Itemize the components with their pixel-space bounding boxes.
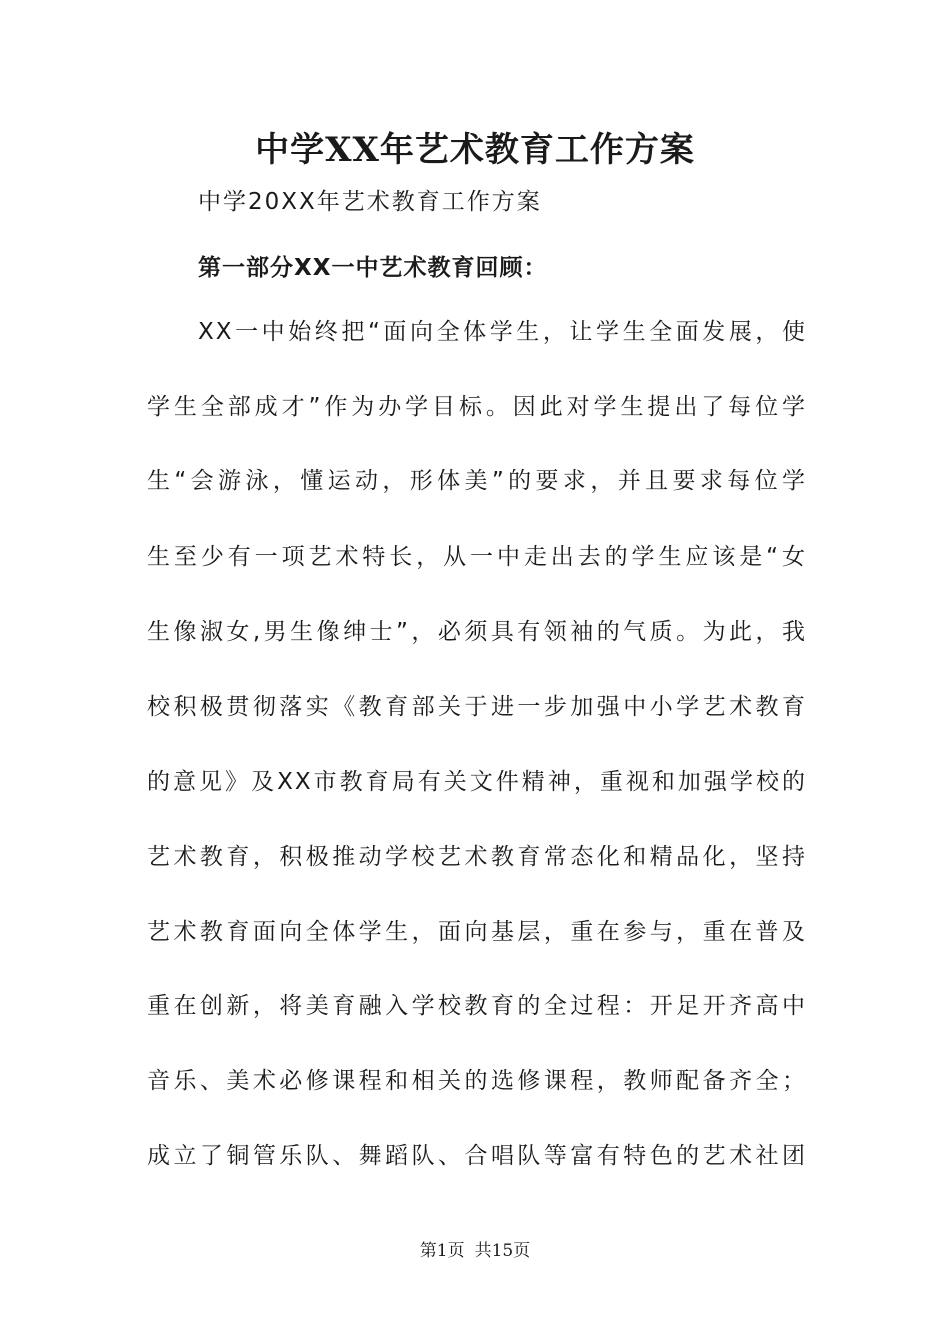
body-line: 艺术教育，积极推动学校艺术教育常态化和精品化，坚持 — [147, 844, 807, 870]
body-line: 重在创新，将美育融入学校教育的全过程：开足开齐高中 — [147, 993, 807, 1019]
body-line: XX一中始终把“面向全体学生，让学生全面发展，使 — [198, 319, 807, 345]
page-number: 第1页 — [419, 1241, 465, 1261]
body-line: 学生全部成才”作为办学目标。因此对学生提出了每位学 — [147, 394, 807, 420]
page-footer — [0, 1239, 950, 1263]
page-total: 共15页 — [474, 1241, 531, 1261]
body-line: 生至少有一项艺术特长，从一中走出去的学生应该是“女 — [147, 544, 807, 570]
body-line: 校积极贯彻落实《教育部关于进一步加强中小学艺术教育 — [147, 694, 807, 720]
document-subtitle: 中学20XX年艺术教育工作方案 — [198, 189, 542, 215]
body-line: 音乐、美术必修课程和相关的选修课程，教师配备齐全； — [147, 1068, 807, 1094]
body-line: 成立了铜管乐队、舞蹈队、合唱队等富有特色的艺术社团 — [147, 1143, 807, 1169]
document-title: 中学XX年艺术教育工作方案 — [255, 130, 695, 170]
section-heading: 第一部分XX一中艺术教育回顾： — [198, 255, 548, 281]
body-line: 生像淑女,男生像绅士”，必须具有领袖的气质。为此，我 — [147, 619, 807, 645]
body-line: 的意见》及XX市教育局有关文件精神，重视和加强学校的 — [147, 769, 807, 795]
body-line: 生“会游泳，懂运动，形体美”的要求，并且要求每位学 — [147, 468, 807, 494]
body-line: 艺术教育面向全体学生，面向基层，重在参与，重在普及 — [147, 919, 807, 945]
